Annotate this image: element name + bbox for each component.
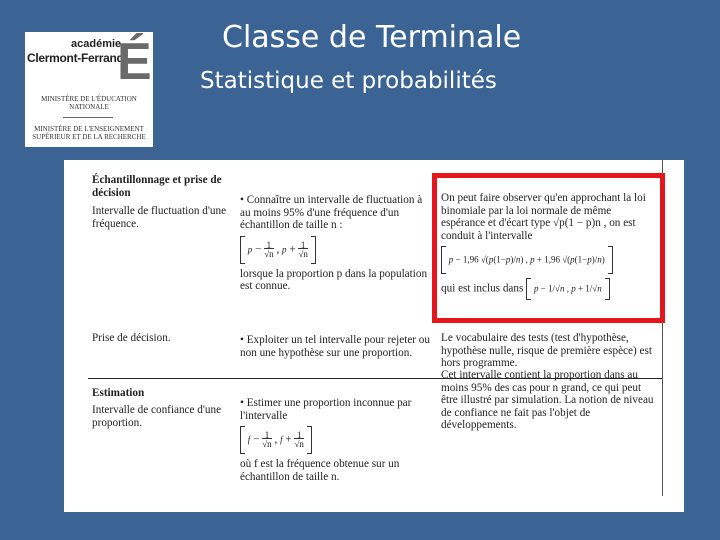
row3-col2-formula: $f - \frac{1}{√n}$ , $f + \frac{1}{√n}$: [240, 426, 432, 454]
row3-col2-text-b: où f est la fréquence obtenue sur un échantillon de taille n.: [240, 458, 400, 483]
row1-col3-text-b: qui est inclus dans p − 1/√n , p + 1/√n: [441, 278, 655, 300]
logo-e-mark-icon: É: [117, 33, 152, 91]
row2-col2: • Exploiter un tel intervalle pour rejeter ou non une hypothèse sur une proportion.: [240, 334, 430, 359]
row1-col2-formula: $p - \frac{1}{√n}$ , $p + \frac{1}{√n}$: [240, 236, 432, 264]
slide-subtitle: Statistique et probabilités: [200, 68, 497, 94]
row3-col2-text-a: • Estimer une proportion inconnue par l'intervalle: [240, 397, 412, 422]
row3-col3: Cet intervalle contient la proportion dans au moins 95% des cas pour n grand, ce qui peut être illustré par simulation. La notion de niveau de confiance ne fait pas l'objet de développements.: [441, 369, 654, 432]
logo-line1: académie: [71, 38, 122, 50]
section2-title: Estimation: [92, 387, 145, 399]
academie-logo: [25, 32, 153, 147]
logo-divider: [63, 117, 113, 118]
row3-col2: [240, 397, 432, 483]
row3-col1: Intervalle de confiance d'une proportion.: [92, 404, 222, 429]
logo-ministry2: MINISTÈRE DE L'ENSEIGNEMENT SUPÉRIEUR ET DE LA RECHERCHE: [32, 125, 146, 141]
logo-line2: Clermont-Ferrand: [27, 51, 124, 65]
row1-col1: Intervalle de fluctuation d'une fréquence.: [92, 205, 227, 230]
row1-col3-formula: p − 1,96 √(p(1−p)/n) , p + 1,96 √(p(1−p)/n): [441, 246, 655, 274]
row1-col2: [240, 194, 432, 293]
section1-title: Échantillonnage et prise de décision: [92, 174, 222, 199]
slide-title: Classe de Terminale: [222, 20, 522, 55]
row1-col2-text-a: • Connaître un intervalle de fluctuation à au moins 95% d'une fréquence d'un échantillon de taille n :: [240, 194, 423, 232]
logo-ministry1: MINISTÈRE DE L'ÉDUCATION NATIONALE: [41, 95, 137, 111]
row2-col3: Le vocabulaire des tests (test d'hypothèse, hypothèse nulle, risque de première espèce) est hors programme.: [441, 332, 652, 370]
red-highlight-box: [432, 173, 665, 323]
row1-col2-text-b: lorsque la proportion p dans la population est connue.: [240, 267, 428, 293]
row1-col3-text-a: On peut faire observer qu'en approchant la loi binomiale par la loi normale de même espérance et d'écart type √p(1 − p)n , on est conduit à l'intervalle: [441, 192, 646, 242]
row2-col1: Prise de décision.: [92, 332, 171, 344]
